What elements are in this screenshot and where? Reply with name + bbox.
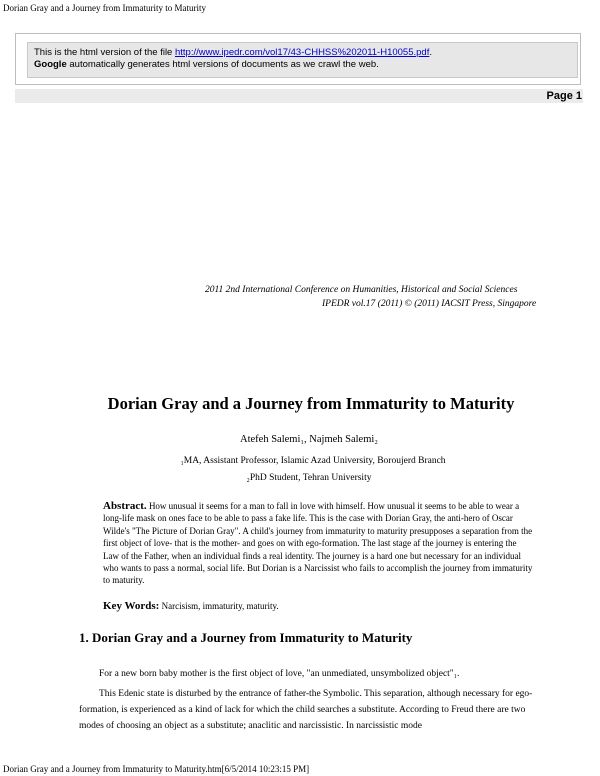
abstract bbox=[103, 500, 533, 587]
conference-line-2: IPEDR vol.17 (2011) © (2011) IACSIT Press, Singapore bbox=[322, 299, 537, 309]
google-cache-notice bbox=[27, 42, 578, 78]
source-pdf-link[interactable]: http://www.ipedr.com/vol17/43-CHHSS%202011-H10055.pdf bbox=[174, 47, 430, 58]
page-number-label: Page 1 bbox=[546, 90, 582, 102]
affiliation-2: ₂PhD Student, Tehran University bbox=[246, 473, 372, 483]
abstract-label: Abstract. bbox=[103, 500, 147, 512]
keywords-label: Key Words: bbox=[103, 600, 160, 612]
document-header-title: Dorian Gray and a Journey from Immaturity to Maturity bbox=[3, 3, 206, 13]
notice-line2: automatically generates html versions of documents as we crawl the web. bbox=[66, 59, 379, 70]
paper-title: Dorian Gray and a Journey from Immaturity to Maturity bbox=[107, 394, 515, 413]
paragraph-2-text: This Edenic state is disturbed by the entrance of father-the Symbolic. This separation, although necessary for ego- formation, is experienced as a kind of lack for which the child searches a substitute. According to Freud there are two modes of choosing an object as a substitute; anaclitic and narcissistic. In narcissistic mode bbox=[79, 689, 533, 731]
section-heading: 1. Dorian Gray and a Journey from Immaturity to Maturity bbox=[79, 630, 413, 645]
notice-prefix: This is the html version of the file bbox=[34, 47, 175, 58]
abstract-text: How unusual it seems for a man to fall in love with himself. How unusual it seems to be able to wear a long-life mask on ones face to be able to pass a fake life. This is the case with Dorian Gray, the anti-hero of Oscar Wilde's "The Picture of Dorian Gray". A child's journey from immaturity to maturity presupposes a separation from the first object of love- that is the mother- and goes on with ego-formation. The last stage af the journey is entering the Law of the Father, when an individual finds a real identity. The journey is a hard one but necessary for an individual who wants to pass a normal, social life. But Dorian is a Narcissist who fails to accomplish the journey from immaturity to maturity. bbox=[103, 501, 533, 586]
paragraph-1: For a new born baby mother is the first object of love, "an unmediated, unsymbolized object"₁. bbox=[99, 669, 460, 679]
page-separator-bar bbox=[15, 89, 583, 103]
authors: Atefeh Salemi₁, Najmeh Salemi₂ bbox=[240, 434, 378, 445]
paragraph-2 bbox=[79, 686, 534, 734]
conference-line-1: 2011 2nd International Conference on Humanities, Historical and Social Sciences bbox=[205, 285, 518, 295]
google-label: Google bbox=[34, 59, 67, 70]
notice-suffix: . bbox=[429, 47, 432, 58]
document-footer: Dorian Gray and a Journey from Immaturity to Maturity.htm[6/5/2014 10:23:15 PM] bbox=[3, 764, 310, 774]
keywords-text: Narcisism, immaturity, maturity. bbox=[159, 601, 279, 611]
keywords bbox=[103, 600, 279, 612]
google-cache-banner bbox=[15, 33, 581, 85]
affiliation-1: ₁MA, Assistant Professor, Islamic Azad University, Boroujerd Branch bbox=[180, 456, 446, 466]
